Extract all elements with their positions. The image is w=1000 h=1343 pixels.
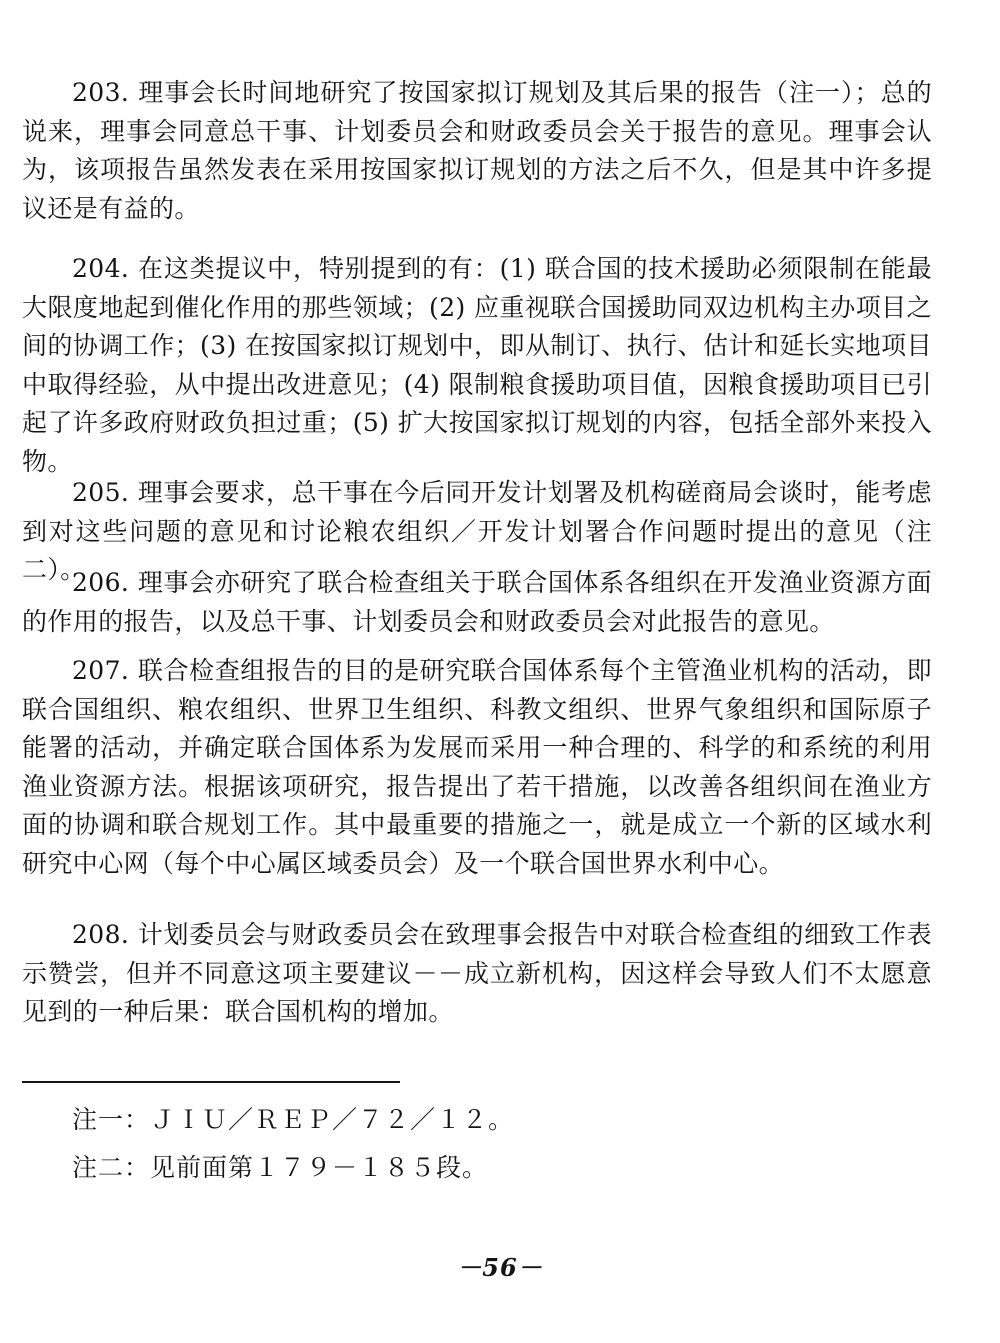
paragraph-208: 208. 计划委员会与财政委员会在致理事会报告中对联合检查组的细致工作表示赞尝，但并不同意这项主要建议－－成立新机构，因这样会导致人们不太愿意见到的一种后果：联合国机构的增加。	[22, 920, 932, 1026]
paragraph-203: 203. 理事会长时间地研究了按国家拟订规划及其后果的报告（注一）；总的说来，理事会同意总干事、计划委员会和财政委员会关于报告的意见。理事会认为，该项报告虽然发表在采用按国家拟订规划的方法之后不久，但是其中许多提议还是有益的。	[22, 78, 932, 223]
paragraph-204: 204. 在这类提议中，特别提到的有：(1) 联合国的技术援助必须限制在能最大限度地起到催化作用的那些领域；(2) 应重视联合国援助同双边机构主办项目之间的协调工作；(3) 在按国家拟订规划中，即从制订、执行、估计和延长实地项目中取得经验，从中提出改进意见；(4) 限制粮食援助项目值，因粮食援助项目已引起了许多政府财政负担过重；(5) 扩大按国家拟订规划的内容，包括全部外来投入物。	[22, 254, 932, 476]
footnote-separator	[22, 1081, 400, 1083]
paragraph-206: 206. 理事会亦研究了联合检查组关于联合国体系各组织在开发渔业资源方面的作用的报告，以及总干事、计划委员会和财政委员会对此报告的意见。	[22, 568, 932, 636]
paragraph-207: 207. 联合检查组报告的目的是研究联合国体系每个主管渔业机构的活动，即联合国组织、粮农组织、世界卫生组织、科教文组织、世界气象组织和国际原子能署的活动，并确定联合国体系为发展而采用一种合理的、科学的和系统的利用渔业资源方法。根据该项研究，报告提出了若干措施，以改善各组织间在渔业方面的协调和联合规划工作。其中最重要的措施之一，就是成立一个新的区域水利研究中心网（每个中心属区域委员会）及一个联合国世界水利中心。	[22, 656, 932, 878]
paragraph-205: 205. 理事会要求，总干事在今后同开发计划署及机构磋商局会谈时，能考虑到对这些问题的意见和讨论粮农组织／开发计划署合作问题时提出的意见（注二）。	[22, 478, 932, 584]
footnote-2: 注二：见前面第１７９－１８５段。	[72, 1153, 489, 1182]
footnote-1: 注一：ＪＩＵ／ＲＥＰ／７２／１２。	[72, 1105, 515, 1134]
page-number: －56－	[457, 1253, 543, 1282]
